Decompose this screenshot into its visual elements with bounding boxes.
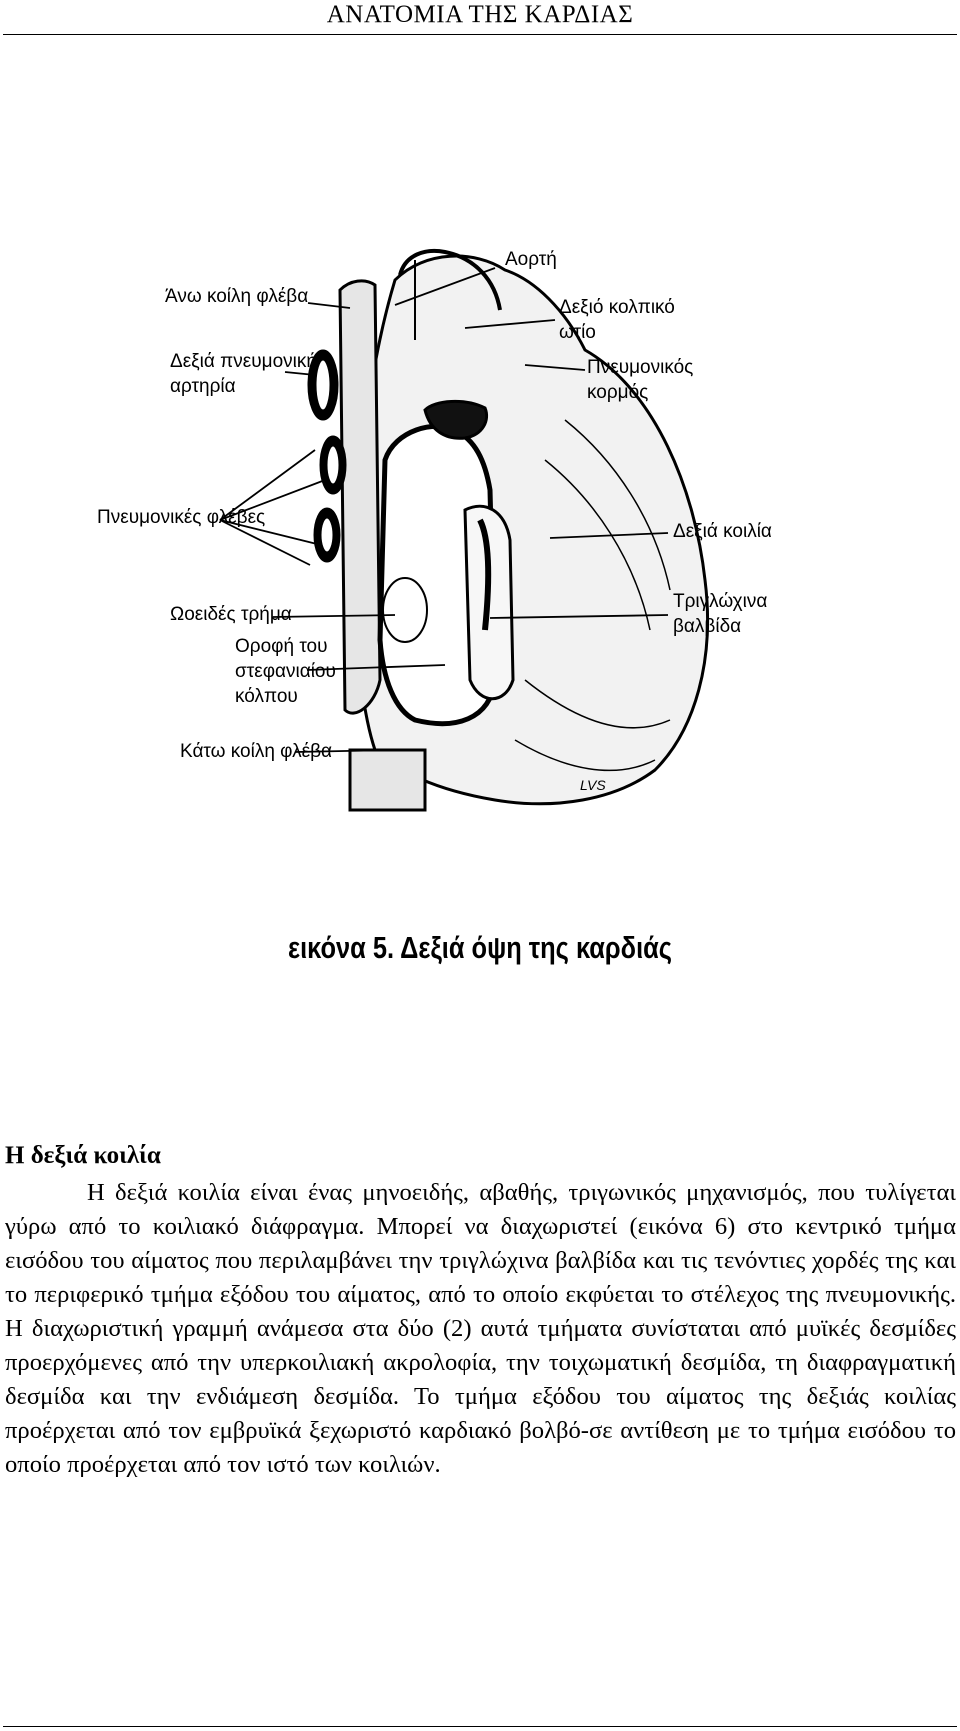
label-inferior-vena-cava: Κάτω κοίλη φλέβα (180, 741, 333, 762)
footer-divider (3, 1726, 957, 1727)
label-superior-vena-cava: Άνω κοίλη φλέβα (165, 286, 309, 307)
section-heading: Η δεξιά κοιλία (5, 1142, 161, 1169)
label-aorta: Αορτή (505, 249, 557, 270)
label-right-ventricle: Δεξιά κοιλία (673, 521, 772, 542)
heart-illustration (95, 160, 845, 890)
label-tricuspid-valve-1: Τριγλώχινα (673, 591, 768, 612)
label-pulmonary-trunk-1: Πνευμονικός (587, 357, 694, 378)
label-fossa-ovalis: Ωοειδές τρήμα (170, 604, 292, 625)
page-header: ΑΝΑΤΟΜΙΑ ΤΗΣ ΚΑΡΔΙΑΣ (326, 1, 634, 28)
label-right-pulmonary-artery-2: αρτηρία (170, 376, 236, 397)
header-divider (3, 34, 957, 35)
label-right-atrial-appendage-1: Δεξιό κολπικό (559, 297, 675, 318)
label-coronary-sinus-roof-2: στεφανιαίου (235, 661, 336, 682)
label-coronary-sinus-roof-3: κόλπου (235, 686, 298, 707)
label-right-atrial-appendage-2: ωτίο (559, 322, 596, 343)
figure-caption: εικόνα 5. Δεξιά όψη της καρδιάς (288, 930, 672, 965)
label-pulmonary-veins: Πνευμονικές φλέβες (97, 507, 266, 528)
body-paragraph: Η δεξιά κοιλία είναι ένας μηνοειδής, αβαθής, τριγωνικός μηχανισμός, που τυλίγεται γύρω από το κοιλιακό διάφραγμα. Μπορεί να διαχωριστεί (εικόνα 6) στο κεντρικό τμήμα εισόδου του αίματος που περιλαμβάνει την τριγλώχινα βαλβίδα και τις τενόντιες χορδές της και το περιφερικό τμήμα εξόδου του αίματος, από το οποίο εκφύεται το στέλεχος της πνευμονικής. Η διαχωριστική γραμμή ανάμεσα στα δύο (2) αυτά τμήματα συνίσταται από μυϊκές δεσμίδες προερχόμενες από την υπερκοιλιακή ακρολοφία, την τοιχωματική δεσμίδα, τη διαφραγματική δεσμίδα και την ενδιάμεση δεσμίδα. Το τμήμα εξόδου του αίματος της δεξιάς κοιλίας προέρχεται από τον εμβρυϊκά ξεχωριστό καρδιακό βολβό-σε αντίθεση με το τμήμα εισόδου το οποίο προέρχεται από τον ιστό των κοιλιών. (5, 1179, 956, 1478)
heart-drawing (309, 251, 708, 810)
label-tricuspid-valve-2: βαλβίδα (673, 616, 742, 637)
artist-signature: LVS (580, 777, 606, 793)
label-right-pulmonary-artery-1: Δεξιά πνευμονική (170, 351, 317, 372)
label-coronary-sinus-roof-1: Οροφή του (235, 636, 328, 657)
label-pulmonary-trunk-2: κορμός (587, 382, 649, 403)
